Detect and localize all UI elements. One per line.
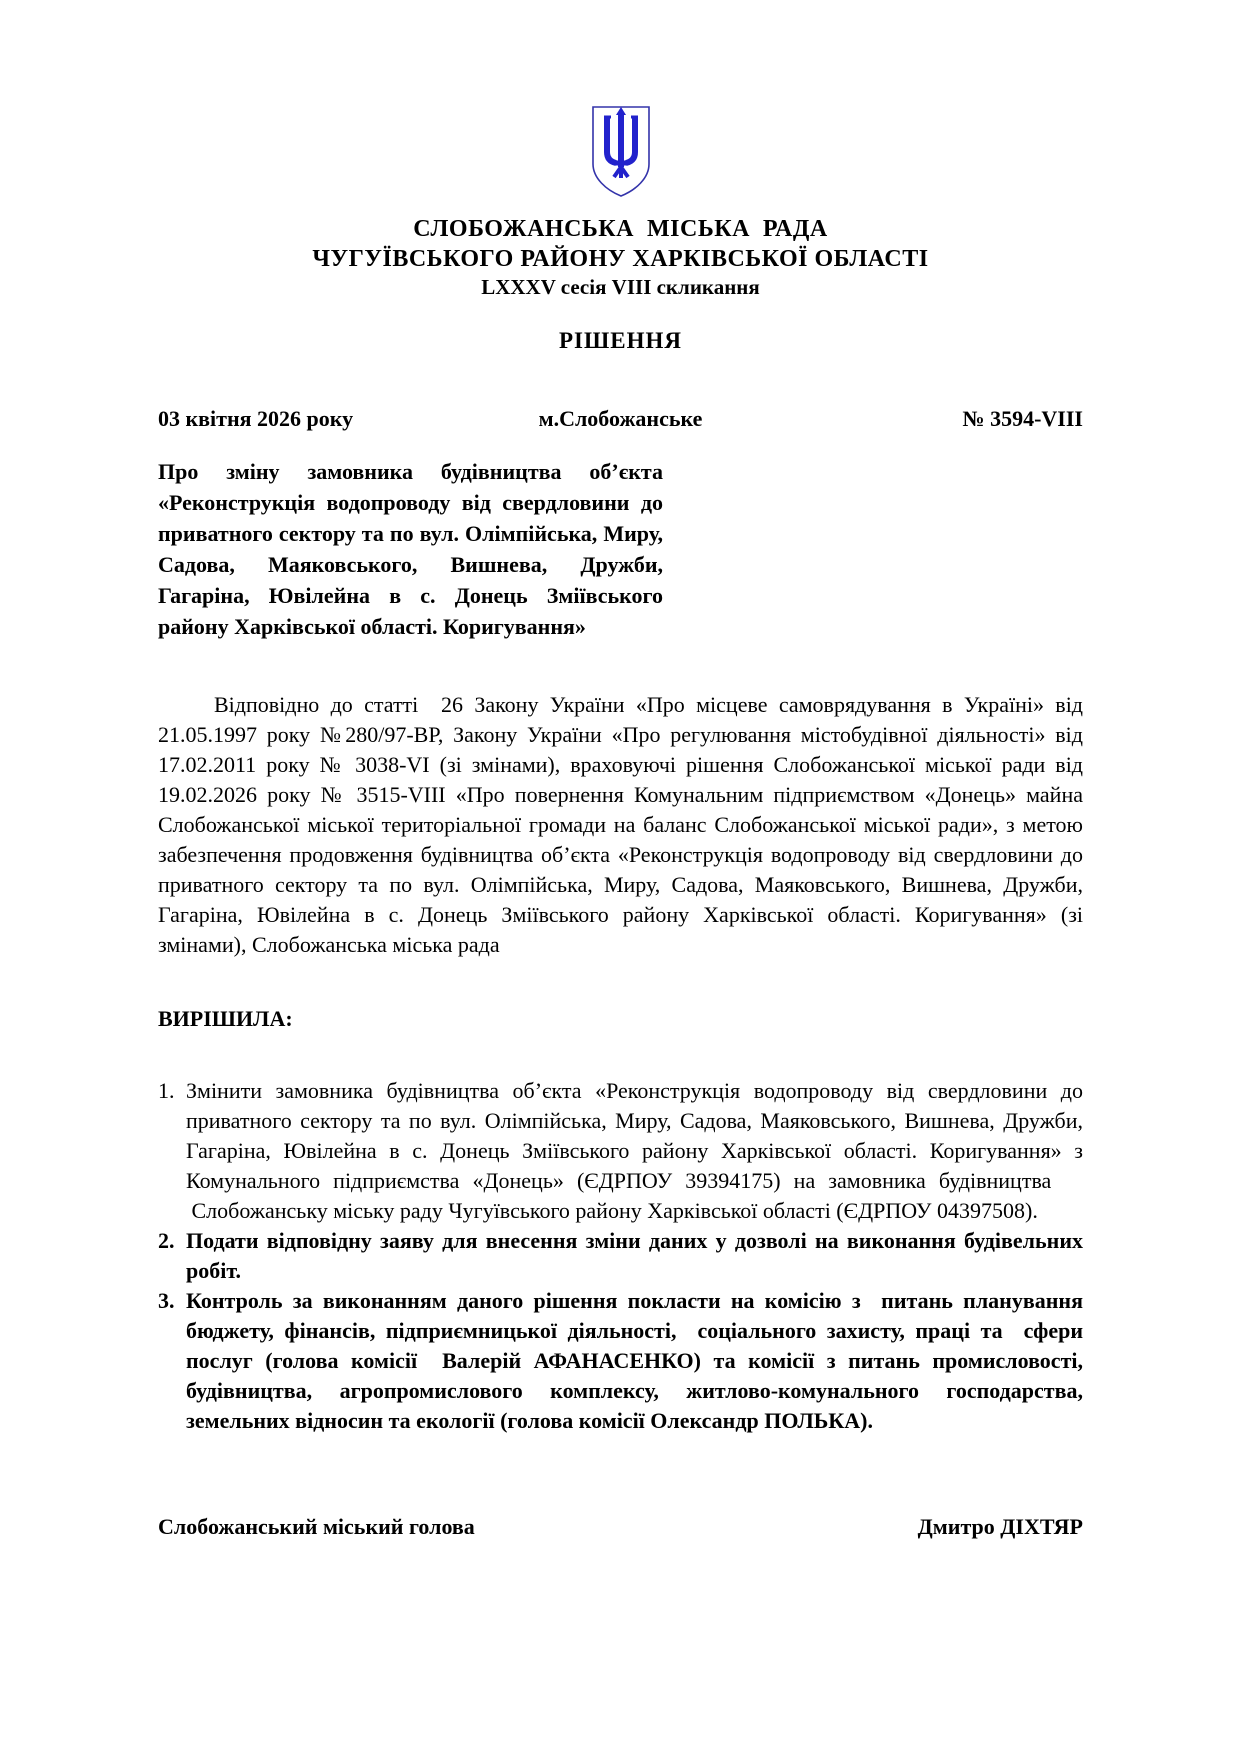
signature-row (158, 1514, 1083, 1540)
trident-emblem-icon (589, 104, 653, 200)
list-item (158, 1286, 1083, 1436)
organization-name-line1: СЛОБОЖАНСЬКА МІСЬКА РАДА (413, 216, 828, 242)
list-item-text: Подати відповідну заяву для внесення зміни даних у дозволі на виконання будівельних робіт. (186, 1228, 1083, 1283)
list-item-number: 3. (158, 1288, 175, 1313)
session-line: LXXXV сесія VIII скликання (481, 275, 760, 299)
signer-title: Слобожанський міський голова (158, 1514, 475, 1539)
list-item-text: Змінити замовника будівництва об’єкта «Реконструкція водопроводу від свердловини до приватного сектору та по вул. Олімпійська, Миру, Садова, Маяковського, Вишнева, Дружби, Гагаріна, Ювілейна в с. Донець Зміївського району Харківської області. Коригування» з Комунального підприємства «Донець» (ЄДРПОУ 39394175) на замовника будівництва Слобожанську міську раду Чугуївського району Харківської області (ЄДРПОУ 04397508). (186, 1078, 1083, 1223)
document-type-title: РІШЕННЯ (559, 328, 682, 353)
meta-row (158, 406, 1083, 432)
list-item-number: 1. (158, 1078, 175, 1103)
list-item-number: 2. (158, 1228, 175, 1253)
decision-date: 03 квітня 2026 року (158, 406, 354, 431)
signer-name: Дмитро ДІХТЯР (917, 1514, 1083, 1539)
emblem-container (158, 104, 1083, 206)
resolved-heading: ВИРІШИЛА: (158, 1006, 293, 1031)
decision-place: м.Слобожанське (538, 406, 703, 431)
decision-number: № 3594-VIII (962, 406, 1083, 431)
resolution-items (158, 1076, 1083, 1436)
preamble-paragraph: Відповідно до статті 26 Закону України «Про місцеве самоврядування в Україні» від 21.05.1997 року №280/97-ВР, Закону України «Про регулювання містобудівної діяльності» від 17.02.2011 року № 3038-VI (зі змінами), враховуючі рішення Слобожанської міської ради від 19.02.2026 року № 3515-VIII «Про повернення Комунальним підприємством «Донець» майна Слобожанської міської територіальної громади на баланс Слобожанської міської ради», з метою забезпечення продовження будівництва об’єкта «Реконструкція водопроводу від свердловини до приватного сектору та по вул. Олімпійська, Миру, Садова, Маяковського, Вишнева, Дружби, Гагаріна, Ювілейна в с. Донець Зміївського району Харківської області. Коригування» (зі змінами), Слобожанська міська рада (158, 692, 1083, 957)
list-item-text: Контроль за виконанням даного рішення покласти на комісію з питань планування бюджету, фінансів, підприємницької діяльності, соціального захисту, праці та сфери послуг (голова комісії Валерій АФАНАСЕНКО) та комісії з питань промисловості, будівництва, агропромислового комплексу, житлово-комунального господарства, земельних відносин та екології (голова комісії Олександр ПОЛЬКА). (186, 1288, 1083, 1433)
organization-name-line2: ЧУГУЇВСЬКОГО РАЙОНУ ХАРКІВСЬКОЇ ОБЛАСТІ (312, 246, 929, 272)
list-item (158, 1226, 1083, 1286)
decision-subject: Про зміну замовника будівництва об’єкта «Реконструкція водопроводу від свердловини до приватного сектору та по вул. Олімпійська, Миру, Садова, Маяковського, Вишнева, Дружби, Гагаріна, Ювілейна в с. Донець Зміївського району Харківської області. Коригування» (158, 459, 663, 639)
list-item (158, 1076, 1083, 1226)
